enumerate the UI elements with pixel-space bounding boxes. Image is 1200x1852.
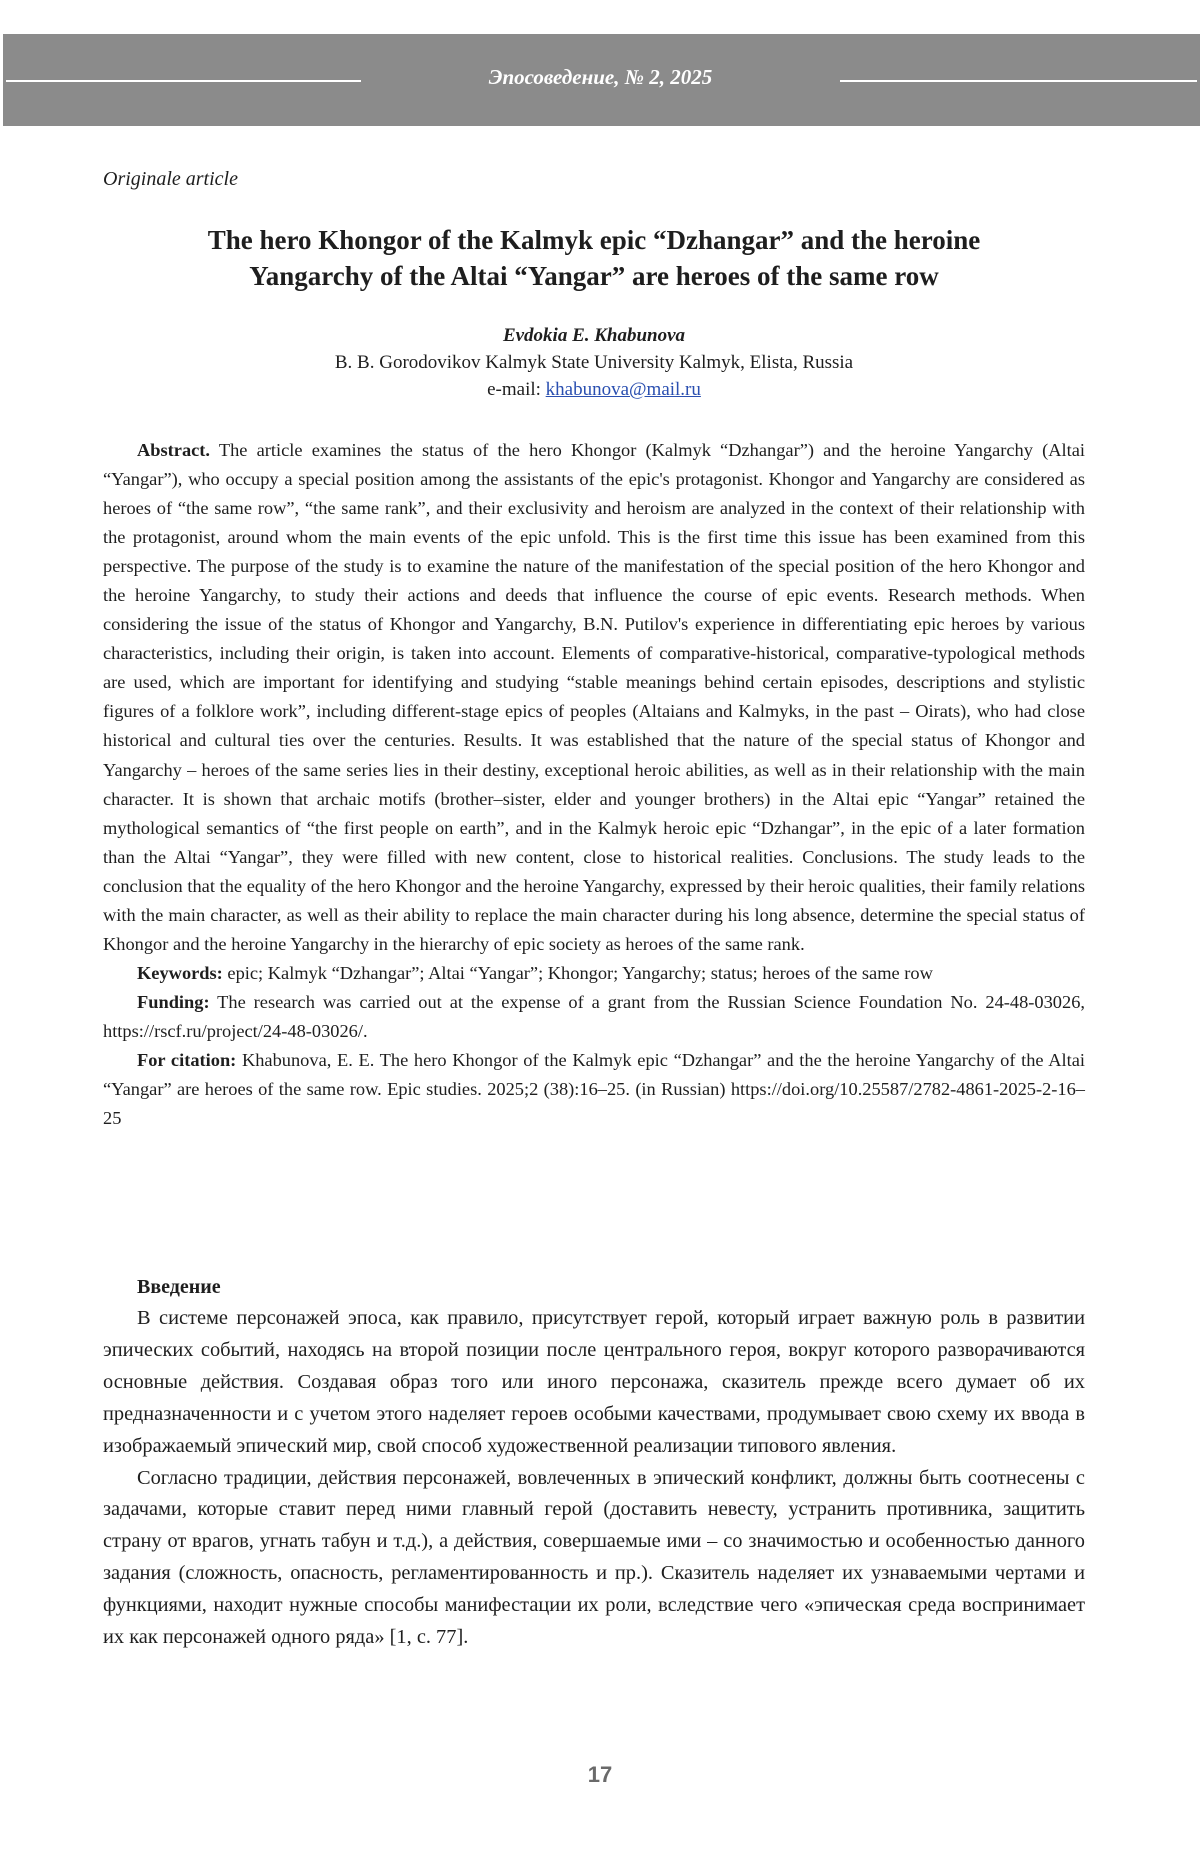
citation-text: Khabunova, E. E. The hero Khongor of the Kalmyk epic “Dzhangar” and the the heroine Yangarchy of the Altai “Yangar” are heroes of the same row. Epic studies. 2025;2 (38):16–25. (in Russian) https://doi.org/10.25587/2782-4861-2025-2-16–25 [103, 1049, 1085, 1129]
introduction-heading: Введение [137, 1276, 221, 1298]
email-label: e-mail: [487, 379, 546, 400]
keywords-paragraph [103, 959, 1085, 988]
keywords-text: epic; Kalmyk “Dzhangar”; Altai “Yangar”; Khongor; Yangarchy; status; heroes of the same row [222, 962, 933, 983]
citation-paragraph [103, 1046, 1085, 1133]
funding-text: The research was carried out at the expense of a grant from the Russian Science Foundation No. 24-48-03026, https://rscf.ru/project/24-48-03026/. [103, 991, 1085, 1041]
article-type: Originale article [103, 168, 238, 190]
funding-paragraph [103, 988, 1085, 1046]
article-title [103, 222, 1085, 294]
author-block [103, 322, 1085, 403]
abstract-text: The article examines the status of the hero Khongor (Kalmyk “Dzhangar”) and the heroine Yangarchy (Altai “Yangar”), who occupy a special position among the assistants of the epic's protagonist. Khongor and Yangarchy are considered as heroes of “the same row”, “the same rank”, and their exclusivity and heroism are analyzed in the context of their relationship with the protagonist, around whom the main events of the epic unfold. This is the first time this issue has been examined from this perspective. The purpose of the study is to examine the nature of the manifestation of the special position of the hero Khongor and the heroine Yangarchy, to study their actions and deeds that influence the course of epic events. Research methods. When considering the issue of the status of Khongor and Yangarchy, B.N. Putilov's experience in differentiating epic heroes by various characteristics, including their origin, is taken into account. Elements of comparative-historical, comparative-typological methods are used, which are important for identifying and studying “stable meanings behind certain episodes, descriptions and stylistic figures of a folklore work”, including different-stage epics of peoples (Altaians and Kalmyks, in the past – Oirats), who had close historical and cultural ties over the centuries. Results. It was established that the nature of the special status of Khongor and Yangarchy – heroes of the same series lies in their destiny, exceptional heroic abilities, as well as in their relationship with the main character. It is shown that archaic motifs (brother–sister, elder and younger brothers) in the Altai epic “Yangar” retained the mythological semantics of “the first people on earth”, and in the Kalmyk heroic epic “Dzhangar”, in the epic of a later formation than the Altai “Yangar”, they were filled with new content, close to historical realities. Conclusions. The study leads to the conclusion that the equality of the hero Khongor and the heroine Yangarchy, expressed by their heroic qualities, their family relations with the main character, as well as their ability to replace the main character during his long absence, determine the special status of Khongor and the heroine Yangarchy in the hierarchy of epic society as heroes of the same rank. [103, 440, 1085, 954]
abstract-section [103, 436, 1085, 1133]
journal-issue-title: Эпосоведение, № 2, 2025 [488, 65, 713, 89]
introduction-paragraph-2: Согласно традиции, действия персонажей, вовлеченных в эпический конфликт, должны быть соотнесены с задачами, которые ставит перед ними главный герой (доставить невесту, устранить противника, защитить страну от врагов, угнать табун и т.д.), а действия, совершаемые ими – со значимостью и особенностью данного задания (сложность, опасность, регламентированность и пр.). Сказитель наделяет их узнаваемыми чертами и функциями, находит нужные способы манифестации их роли, вследствие чего «эпическая среда воспринимает их как персонажей одного ряда» [1, с. 77]. [103, 1466, 1085, 1649]
email-link[interactable]: khabunova@mail.ru [545, 379, 701, 400]
citation-label: For citation: [137, 1049, 237, 1070]
page-number: 17 [587, 1762, 613, 1787]
header-rule-left [6, 80, 361, 82]
keywords-label: Keywords: [137, 962, 223, 983]
article-title-line-2: Yangarchy of the Altai “Yangar” are heroes of the same row [249, 261, 939, 291]
article-title-line-1: The hero Khongor of the Kalmyk epic “Dzhangar” and the heroine [207, 225, 981, 255]
abstract-label: Abstract. [137, 440, 211, 460]
abstract-paragraph [103, 436, 1085, 959]
author-affiliation: B. B. Gorodovikov Kalmyk State University Kalmyk, Elista, Russia [334, 352, 854, 373]
header-rule-right [840, 80, 1197, 82]
author-email-line [103, 376, 1085, 403]
introduction-section [103, 1271, 1085, 1654]
author-name: Evdokia E. Khabunova [502, 325, 686, 346]
funding-label: Funding: [137, 991, 210, 1012]
introduction-paragraph-1: В системе персонажей эпоса, как правило, присутствует герой, который играет важную роль в развитии эпических событий, находясь на второй позиции после центрального героя, вокруг которого разворачиваются основные действия. Создавая образ того или иного персонажа, сказитель прежде всего думает об их предназначенности и с учетом этого наделяет героев особыми качествами, продумывает свою схему их ввода в изображаемый эпический мир, свой способ художественной реализации типового явления. [103, 1307, 1085, 1457]
